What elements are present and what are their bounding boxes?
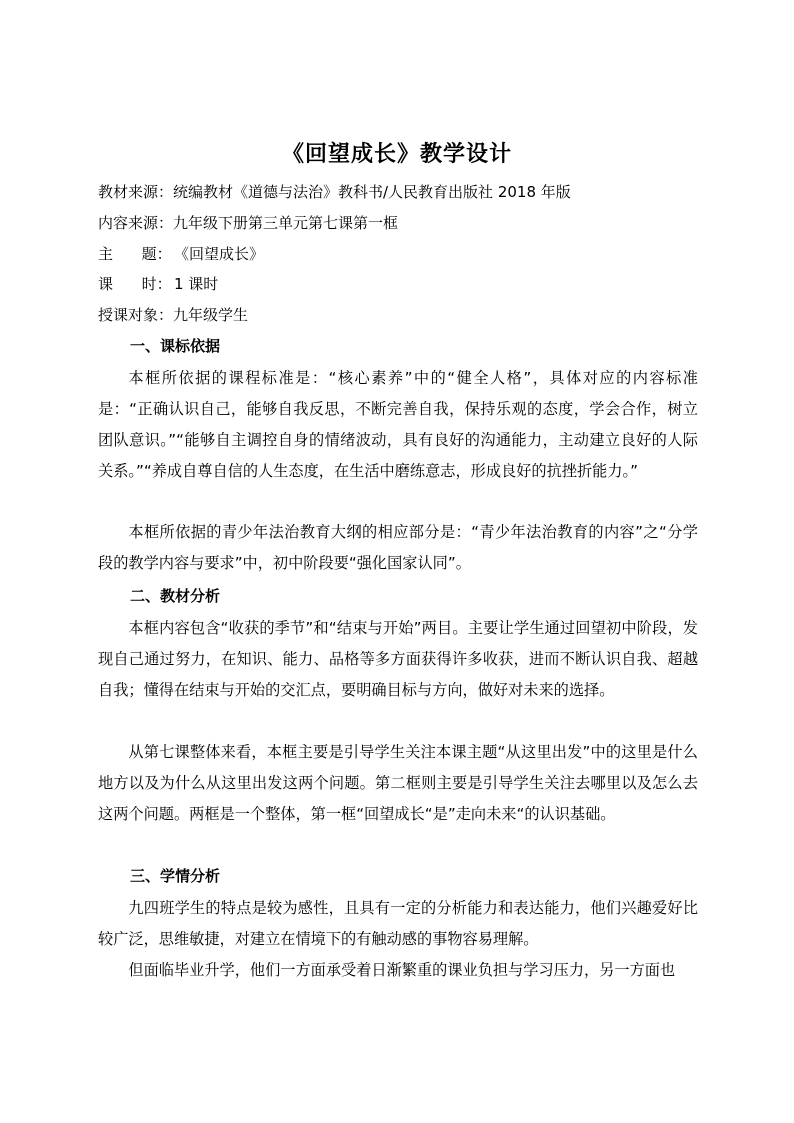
meta-period <box>98 273 698 295</box>
paragraph-standards-1: 本框所依据的课程标准是：“核心素养”中的“健全人格”，具体对应的内容标准是：“正确认识自己，能够自我反思，不断完善自我，保持乐观的态度，学会合作，树立团队意识。”“能够自主调控自身的情绪波动，具有良好的沟通能力，主动建立良好的人际关系。”“养成自尊自信的人生态度，在生活中磨练意志，形成良好的抗挫折能力。” <box>98 369 698 480</box>
meta-content-source: 内容来源：九年级下册第三单元第七课第一框 <box>98 214 399 232</box>
meta-theme-value: 《回望成长》 <box>174 245 265 263</box>
document-title: 《回望成长》教学设计 <box>281 142 512 167</box>
meta-theme-label: 主 题： <box>98 245 172 263</box>
paragraph-student-analysis-1: 九四班学生的特点是较为感性，且具有一定的分析能力和表达能力，他们兴趣爱好比较广泛，思维敏捷，对建立在情境下的有触动感的事物容易理解。 <box>98 899 698 948</box>
paragraph-standards-2: 本框所依据的青少年法治教育大纲的相应部分是：“青少年法治教育的内容”之“分学段的教学内容与要求”中，初中阶段要“强化国家认同”。 <box>98 523 698 572</box>
meta-textbook-source: 教材来源：统编教材《道德与法治》教科书/人民教育出版社 2018 年版 <box>98 183 571 201</box>
meta-period-value: 1 课时 <box>174 275 219 293</box>
section-heading-standards: 一、课标依据 <box>130 337 221 355</box>
meta-theme <box>98 243 698 265</box>
section-heading-textbook-analysis: 二、教材分析 <box>130 587 221 605</box>
meta-period-label: 课 时： <box>98 275 172 293</box>
paragraph-textbook-analysis-1: 本框内容包含“收获的季节”和“结束与开始”两目。主要让学生通过回望初中阶段，发现自己通过努力，在知识、能力、品格等多方面获得许多收获，进而不断认识自我、超越自我；懂得在结束与开始的交汇点，要明确目标与方向，做好对未来的选择。 <box>98 619 698 699</box>
paragraph-textbook-analysis-2: 从第七课整体来看，本框主要是引导学生关注本课主题“从这里出发”中的这里是什么地方以及为什么从这里出发这两个问题。第二框则主要是引导学生关注去哪里以及怎么去这两个问题。两框是一个整体，第一框“回望成长“是”走向未来“的认识基础。 <box>98 743 698 823</box>
paragraph-student-analysis-2: 但面临毕业升学，他们一方面承受着日渐繁重的课业负担与学习压力，另一方面也 <box>128 961 676 979</box>
meta-audience: 授课对象：九年级学生 <box>98 306 249 324</box>
section-heading-student-analysis: 三、学情分析 <box>130 867 221 885</box>
